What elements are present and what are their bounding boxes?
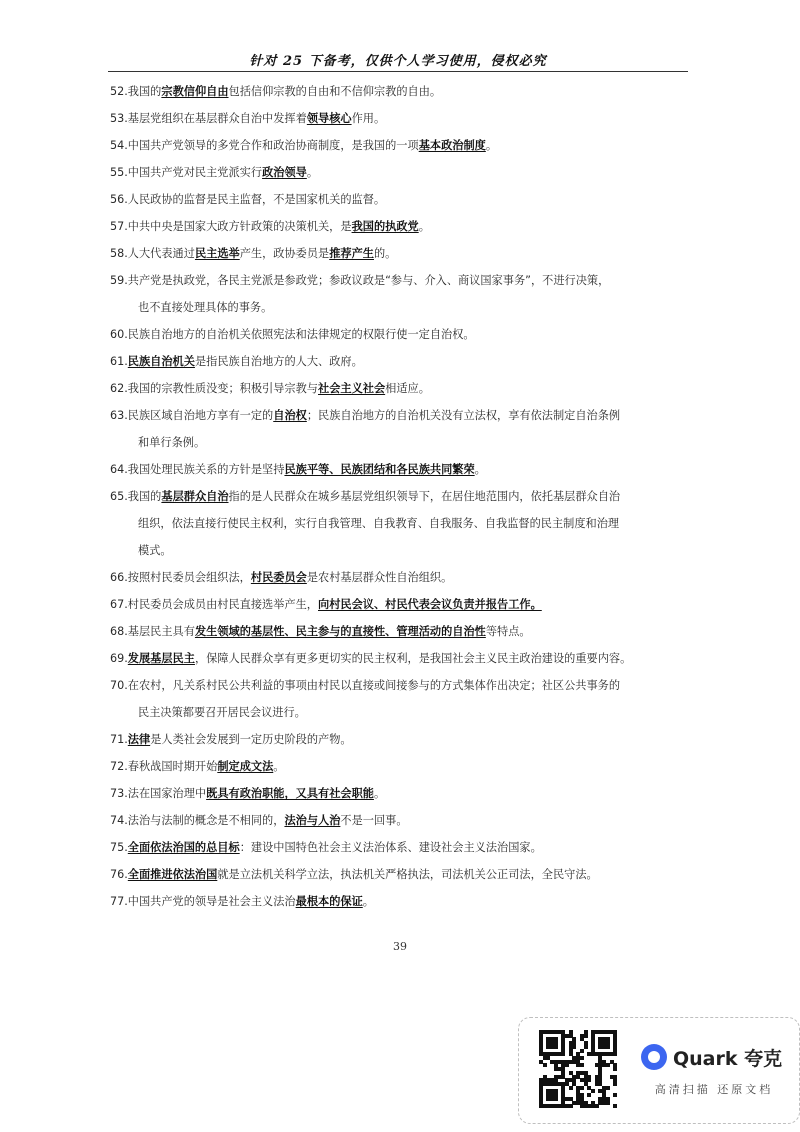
- item-number: 56.: [110, 193, 128, 206]
- item-text: 人民政协的监督是民主监督，不是国家机关的监督。: [127, 193, 386, 206]
- list-item: [110, 591, 695, 618]
- item-text: 相适应。: [385, 382, 430, 395]
- item-text: 。: [373, 787, 386, 800]
- item-number: 60.: [110, 328, 128, 341]
- item-text: 。: [362, 895, 374, 908]
- list-item: [110, 267, 695, 321]
- list-item: [110, 213, 695, 240]
- item-text: 。: [474, 463, 486, 476]
- list-item: [110, 159, 695, 186]
- page-number: 39: [393, 940, 407, 953]
- item-number: 62.: [110, 382, 128, 395]
- qr-module: [606, 1045, 610, 1049]
- key-term: 法治与人治: [284, 814, 341, 827]
- item-list: [110, 78, 695, 915]
- item-text: 中共中央是国家大政方针政策的决策机关，是: [127, 220, 352, 233]
- qr-module: [569, 1104, 573, 1108]
- item-continuation: [110, 429, 695, 456]
- key-term: 基层群众自治: [161, 490, 229, 503]
- qr-module: [606, 1086, 610, 1090]
- list-item: [110, 132, 695, 159]
- item-text: 组织，依法直接行使民主权利，实行自我管理、自我教育、自我服务、自我监督的民主制度和治理: [138, 517, 620, 530]
- qr-module: [543, 1063, 547, 1067]
- item-number: 54.: [110, 139, 128, 152]
- qr-module: [554, 1097, 558, 1101]
- item-number: 76.: [110, 868, 128, 881]
- key-term: 领导核心: [306, 112, 352, 125]
- list-item: [110, 456, 695, 483]
- item-number: 65.: [110, 490, 128, 503]
- key-term: 村民委员会: [250, 571, 307, 584]
- qr-module: [561, 1052, 565, 1056]
- item-text: 民族区域自治地方享有一定的: [127, 409, 274, 422]
- page-header: 针对 25 下备考，仅供个人学习使用，侵权必究: [249, 54, 547, 69]
- item-text: 民族自治地方的自治机关依照宪法和法律规定的权限行使一定自治权。: [127, 328, 475, 341]
- item-text: 中国共产党对民主党派实行: [127, 166, 263, 179]
- qr-module: [580, 1063, 584, 1067]
- item-text: 法治与法制的概念是不相同的，: [127, 814, 285, 827]
- qr-module: [580, 1049, 584, 1053]
- key-term: 社会主义社会: [318, 382, 386, 395]
- item-text: 。: [306, 166, 319, 179]
- list-item: [110, 375, 695, 402]
- item-text: 基层民主具有: [127, 625, 195, 638]
- brand-tagline: 高清扫描 还原文档: [654, 1083, 774, 1096]
- item-text: 产生，政协委员是: [239, 247, 330, 260]
- item-text: 。: [485, 139, 498, 152]
- brand-name: Quark 夸克: [673, 1048, 783, 1070]
- item-number: 75.: [110, 841, 128, 854]
- item-number: 64.: [110, 463, 128, 476]
- item-number: 55.: [110, 166, 128, 179]
- key-term: 发展基层民主: [127, 652, 195, 665]
- key-term: 全面依法治国的总目标: [127, 841, 240, 854]
- item-number: 71.: [110, 733, 128, 746]
- qr-module: [569, 1086, 573, 1090]
- list-item: [110, 780, 695, 807]
- item-text: 春秋战国时期开始: [127, 760, 218, 773]
- item-text: 就是立法机关科学立法，执法机关严格执法，司法机关公正司法，全民守法。: [217, 868, 598, 881]
- item-text: 我国的: [127, 490, 162, 503]
- item-number: 61.: [110, 355, 128, 368]
- item-text: 人大代表通过: [127, 247, 195, 260]
- quark-brand: [631, 1038, 791, 1078]
- item-continuation: [110, 510, 695, 564]
- item-text: ：建设中国特色社会主义法治体系、建设社会主义法治国家。: [239, 841, 542, 854]
- key-term: 我国的执政党: [351, 220, 419, 233]
- item-text: 模式。: [138, 544, 172, 557]
- list-item: [110, 186, 695, 213]
- item-number: 58.: [110, 247, 128, 260]
- item-text: ，保障人民群众享有更多更切实的民主权利，是我国社会主义民主政治建设的重要内容。: [194, 652, 632, 665]
- qr-code-icon: [539, 1030, 617, 1108]
- item-number: 73.: [110, 787, 128, 800]
- qr-module: [591, 1089, 595, 1093]
- list-item: [110, 240, 695, 267]
- item-number: 70.: [110, 679, 128, 692]
- key-term: 全面推进依法治国: [127, 868, 218, 881]
- key-term: 最根本的保证: [295, 895, 363, 908]
- item-text: 是农村基层群众性自治组织。: [306, 571, 453, 584]
- key-term: 法律: [127, 733, 151, 746]
- key-term: 自治权: [273, 409, 307, 422]
- item-text: 在农村，凡关系村民公共利益的事项由村民以直接或间接参与的方式集体作出决定；社区公共事务的: [127, 679, 621, 692]
- key-term: 向村民会议、村民代表会议负责并报告工作。: [318, 598, 542, 611]
- key-term: 发生领域的基层性、民主参与的直接性、管理活动的自治性: [194, 625, 486, 638]
- item-number: 69.: [110, 652, 128, 665]
- item-text: 中国共产党的领导是社会主义法治: [127, 895, 296, 908]
- list-item: [110, 645, 695, 672]
- key-term: 宗教信仰自由: [161, 85, 229, 98]
- list-item: [110, 807, 695, 834]
- item-text: 中国共产党领导的多党合作和政治协商制度，是我国的一项: [127, 139, 419, 152]
- key-term: 民族平等、民族团结和各民族共同繁荣: [284, 463, 475, 476]
- key-term: 民族自治机关: [127, 355, 195, 368]
- item-number: 67.: [110, 598, 128, 611]
- list-item: [110, 834, 695, 861]
- list-item: [110, 888, 695, 915]
- item-text: 包括信仰宗教的自由和不信仰宗教的自由。: [228, 85, 442, 98]
- qr-module: [587, 1078, 591, 1082]
- list-item: [110, 618, 695, 645]
- item-number: 59.: [110, 274, 128, 287]
- item-text: 。: [273, 760, 285, 773]
- scanner-watermark: [518, 1017, 800, 1124]
- key-term: 推荐产生: [329, 247, 374, 260]
- qr-module: [584, 1045, 588, 1049]
- qr-module: [613, 1104, 617, 1108]
- list-item: [110, 483, 695, 564]
- item-text: 等特点。: [485, 625, 531, 638]
- item-text: 村民委员会成员由村民直接选举产生，: [127, 598, 318, 611]
- item-text: 我国处理民族关系的方针是坚持: [127, 463, 285, 476]
- qr-module: [613, 1067, 617, 1071]
- item-number: 68.: [110, 625, 128, 638]
- qr-module: [554, 1045, 558, 1049]
- list-item: [110, 861, 695, 888]
- item-number: 57.: [110, 220, 128, 233]
- key-term: 制定成文法: [217, 760, 274, 773]
- item-text: 也不直接处理具体的事务。: [138, 301, 273, 314]
- item-number: 63.: [110, 409, 128, 422]
- item-number: 52.: [110, 85, 128, 98]
- item-text: 民主决策都要召开居民会议进行。: [138, 706, 306, 719]
- item-text: 是人类社会发展到一定历史阶段的产物。: [150, 733, 352, 746]
- qr-module: [587, 1093, 591, 1097]
- list-item: [110, 105, 695, 132]
- item-text: 我国的: [127, 85, 162, 98]
- header-rule: [108, 71, 688, 72]
- item-text: 。: [418, 220, 430, 233]
- list-item: [110, 753, 695, 780]
- list-item: [110, 402, 695, 456]
- item-text: ；民族自治地方的自治机关没有立法权，享有依法制定自治条例: [306, 409, 621, 422]
- qr-module: [606, 1063, 610, 1067]
- list-item: [110, 726, 695, 753]
- item-number: 74.: [110, 814, 128, 827]
- list-item: [110, 348, 695, 375]
- qr-module: [613, 1052, 617, 1056]
- item-text: 是指民族自治地方的人大、政府。: [194, 355, 363, 368]
- key-term: 基本政治制度: [418, 139, 486, 152]
- qr-module: [613, 1093, 617, 1097]
- key-term: 政治领导: [262, 166, 307, 179]
- item-continuation: [110, 294, 695, 321]
- list-item: [110, 564, 695, 591]
- item-number: 53.: [110, 112, 128, 125]
- item-text: 指的是人民群众在城乡基层党组织领导下，在居住地范围内，依托基层群众自治: [228, 490, 621, 503]
- item-text: 作用。: [351, 112, 386, 125]
- key-term: 既具有政治职能，又具有社会职能: [206, 787, 374, 800]
- qr-module: [580, 1086, 584, 1090]
- item-number: 77.: [110, 895, 128, 908]
- item-text: 按照村民委员会组织法，: [127, 571, 251, 584]
- item-continuation: [110, 699, 695, 726]
- list-item: [110, 78, 695, 105]
- item-text: 和单行条例。: [138, 436, 206, 449]
- qr-module: [606, 1101, 610, 1105]
- item-text: 法在国家治理中: [127, 787, 207, 800]
- qr-module: [584, 1034, 588, 1038]
- qr-module: [595, 1104, 599, 1108]
- qr-module: [565, 1063, 569, 1067]
- qr-module: [572, 1045, 576, 1049]
- item-number: 72.: [110, 760, 128, 773]
- item-number: 66.: [110, 571, 128, 584]
- list-item: [110, 672, 695, 726]
- qr-module: [613, 1082, 617, 1086]
- item-text: 我国的宗教性质没变；积极引导宗教与: [127, 382, 318, 395]
- qr-module: [580, 1056, 584, 1060]
- quark-logo-icon: [641, 1044, 667, 1070]
- item-text: 的。: [373, 247, 397, 260]
- item-text: 不是一回事。: [340, 814, 408, 827]
- key-term: 民主选举: [194, 247, 240, 260]
- item-text: 共产党是执政党，各民主党派是参政党；参政议政是“参与、介入、商议国家事务”，不进行决策，: [127, 274, 610, 287]
- list-item: [110, 321, 695, 348]
- item-text: 基层党组织在基层群众自治中发挥着: [127, 112, 307, 125]
